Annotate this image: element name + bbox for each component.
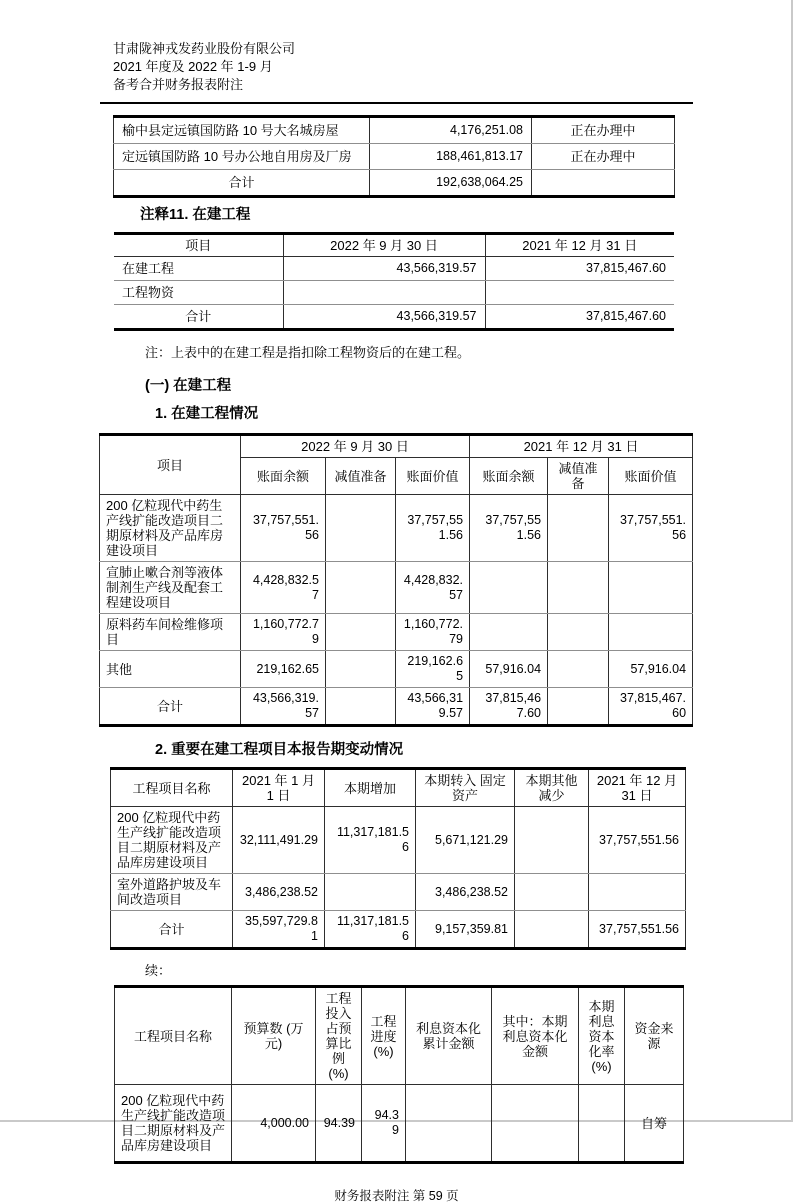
value-cell: 94.39 — [316, 1085, 362, 1163]
value-cell — [326, 562, 396, 614]
status-cell: 正在办理中 — [532, 144, 675, 170]
table-row — [111, 807, 686, 874]
table-row — [100, 562, 693, 614]
value-cell: 57,916.04 — [470, 651, 548, 688]
section-cip-title: (一) 在建工程 — [145, 378, 232, 394]
value-cell: 1,160,772.79 — [241, 614, 326, 651]
column-header-item: 项目 — [100, 435, 241, 495]
item-cell: 工程物资 — [114, 281, 283, 305]
value-cell: 43,566,319.57 — [396, 688, 470, 726]
value-cell: 37,757,551.56 — [396, 495, 470, 562]
column-header: 本期转入 固定资产 — [416, 769, 515, 807]
value-cell: 43,566,319.57 — [283, 257, 485, 281]
value-cell: 94.39 — [362, 1085, 406, 1163]
value-cell — [548, 651, 609, 688]
value-cell: 37,815,467.60 — [485, 305, 674, 330]
value-cell — [609, 562, 693, 614]
value-cell: 4,428,832.57 — [241, 562, 326, 614]
amount-cell: 192,638,064.25 — [370, 170, 532, 197]
value-cell — [515, 911, 589, 949]
column-header: 减值准备 — [326, 458, 396, 495]
table-row — [111, 874, 686, 911]
column-header: 资金来源 — [625, 987, 684, 1085]
report-period: 2021 年度及 2022 年 1-9 月 — [113, 59, 273, 74]
column-header: 工程项目名称 — [111, 769, 233, 807]
item-cell: 在建工程 — [114, 257, 283, 281]
value-cell: 3,486,238.52 — [416, 874, 515, 911]
value-cell: 37,757,551.56 — [609, 495, 693, 562]
value-cell — [326, 614, 396, 651]
value-cell — [283, 281, 485, 305]
value-cell: 11,317,181.56 — [325, 911, 416, 949]
funding-source-cell: 自筹 — [625, 1085, 684, 1163]
column-header: 账面余额 — [241, 458, 326, 495]
group-header-2021: 2021 年 12 月 31 日 — [470, 435, 693, 458]
value-cell — [492, 1085, 579, 1163]
value-cell: 3,486,238.52 — [233, 874, 325, 911]
cip-summary-table — [114, 232, 674, 331]
status-cell — [532, 170, 675, 197]
value-cell: 9,157,359.81 — [416, 911, 515, 949]
value-cell — [485, 281, 674, 305]
property-name-cell: 榆中县定远镇国防路 10 号大名城房屋 — [114, 117, 370, 144]
value-cell: 37,757,551.56 — [470, 495, 548, 562]
value-cell — [326, 688, 396, 726]
pending-property-table — [113, 115, 675, 198]
value-cell — [548, 495, 609, 562]
value-cell — [548, 688, 609, 726]
column-header: 其中：本期利息资本化金额 — [492, 987, 579, 1085]
value-cell: 11,317,181.56 — [325, 807, 416, 874]
cip-changes-table — [110, 767, 686, 950]
column-header: 预算数 (万元) — [232, 987, 316, 1085]
column-header: 账面余额 — [470, 458, 548, 495]
value-cell — [609, 614, 693, 651]
value-cell: 32,111,491.29 — [233, 807, 325, 874]
value-cell: 4,428,832.57 — [396, 562, 470, 614]
report-title: 备考合并财务报表附注 — [113, 77, 244, 92]
total-label-cell: 合计 — [100, 688, 241, 726]
project-name-cell: 200 亿粒现代中药生产线扩能改造项目二期原材料及产品库房建设项目 — [100, 495, 241, 562]
table-row — [100, 651, 693, 688]
cip-budget-table — [114, 985, 684, 1164]
value-cell: 219,162.65 — [396, 651, 470, 688]
page-header — [100, 0, 693, 104]
total-label-cell: 合计 — [114, 305, 283, 330]
table-row — [114, 117, 675, 144]
column-header: 利息资本化 累计金额 — [406, 987, 492, 1085]
value-cell: 37,757,551.56 — [589, 911, 686, 949]
column-header: 工程项目名称 — [115, 987, 232, 1085]
project-name-cell: 宣肺止嗽合剂等液体制剂生产线及配套工程建设项目 — [100, 562, 241, 614]
value-cell: 1,160,772.79 — [396, 614, 470, 651]
value-cell — [589, 874, 686, 911]
table-note: 注：上表中的在建工程是指扣除工程物资后的在建工程。 — [145, 345, 471, 360]
value-cell: 37,757,551.56 — [241, 495, 326, 562]
value-cell: 37,815,467.60 — [609, 688, 693, 726]
project-name-cell: 原料药车间检维修项目 — [100, 614, 241, 651]
amount-cell: 4,176,251.08 — [370, 117, 532, 144]
header-row — [111, 769, 686, 807]
column-header: 工程 进度 (%) — [362, 987, 406, 1085]
note11-title: 注释11. 在建工程 — [140, 207, 251, 223]
total-label-cell: 合计 — [111, 911, 233, 949]
amount-cell: 188,461,813.17 — [370, 144, 532, 170]
value-cell: 5,671,121.29 — [416, 807, 515, 874]
company-name: 甘肃陇神戎发药业股份有限公司 — [113, 41, 296, 56]
group-header-2022: 2022 年 9 月 30 日 — [241, 435, 470, 458]
value-cell: 37,815,467.60 — [470, 688, 548, 726]
value-cell: 43,566,319.57 — [241, 688, 326, 726]
continued-label: 续： — [145, 963, 172, 978]
table-row — [114, 257, 674, 281]
value-cell — [548, 614, 609, 651]
column-header-item: 项目 — [114, 234, 283, 257]
column-header: 账面价值 — [609, 458, 693, 495]
project-name-cell: 200 亿粒现代中药生产线扩能改造项目二期原材料及产品库房建设项目 — [115, 1085, 232, 1163]
total-row — [111, 911, 686, 949]
project-name-cell: 其他 — [100, 651, 241, 688]
total-row — [100, 688, 693, 726]
column-header: 2021 年 12 月 31 日 — [589, 769, 686, 807]
cip-detail-heading: 1. 在建工程情况 — [155, 406, 259, 422]
value-cell — [470, 614, 548, 651]
table-row — [114, 281, 674, 305]
value-cell: 219,162.65 — [241, 651, 326, 688]
total-row — [114, 305, 674, 330]
column-header: 本期利息资本化率(%) — [579, 987, 625, 1085]
cip-changes-heading: 2. 重要在建工程项目本报告期变动情况 — [155, 742, 404, 758]
column-header: 工程投入占预算比例(%) — [316, 987, 362, 1085]
value-cell: 37,815,467.60 — [485, 257, 674, 281]
column-header: 减值准备 — [548, 458, 609, 495]
header-row — [114, 234, 674, 257]
value-cell — [579, 1085, 625, 1163]
cip-detail-table — [99, 433, 693, 727]
value-cell: 57,916.04 — [609, 651, 693, 688]
value-cell: 35,597,729.81 — [233, 911, 325, 949]
total-row — [114, 170, 675, 197]
header-row — [100, 435, 693, 458]
value-cell — [548, 562, 609, 614]
header-row — [115, 987, 684, 1085]
column-header: 2021 年 1 月 1 日 — [233, 769, 325, 807]
page-content — [100, 0, 693, 1204]
total-label-cell: 合计 — [114, 170, 370, 197]
table-row — [100, 495, 693, 562]
table-row — [100, 614, 693, 651]
column-header: 本期增加 — [325, 769, 416, 807]
column-header-date-2021: 2021 年 12 月 31 日 — [485, 234, 674, 257]
value-cell — [325, 874, 416, 911]
status-cell: 正在办理中 — [532, 117, 675, 144]
project-name-cell: 200 亿粒现代中药生产线扩能改造项目二期原材料及产品库房建设项目 — [111, 807, 233, 874]
column-header-date-2022: 2022 年 9 月 30 日 — [283, 234, 485, 257]
table-row — [115, 1085, 684, 1163]
value-cell — [470, 562, 548, 614]
value-cell — [515, 807, 589, 874]
value-cell: 43,566,319.57 — [283, 305, 485, 330]
page-footer: 财务报表附注 第 59 页 — [334, 1189, 459, 1203]
column-header: 本期其他 减少 — [515, 769, 589, 807]
value-cell: 37,757,551.56 — [589, 807, 686, 874]
value-cell — [326, 651, 396, 688]
value-cell — [326, 495, 396, 562]
value-cell — [406, 1085, 492, 1163]
property-name-cell: 定远镇国防路 10 号办公地自用房及厂房 — [114, 144, 370, 170]
value-cell: 4,000.00 — [232, 1085, 316, 1163]
column-header: 账面价值 — [396, 458, 470, 495]
project-name-cell: 室外道路护坡及车间改造项目 — [111, 874, 233, 911]
table-row — [114, 144, 675, 170]
value-cell — [515, 874, 589, 911]
